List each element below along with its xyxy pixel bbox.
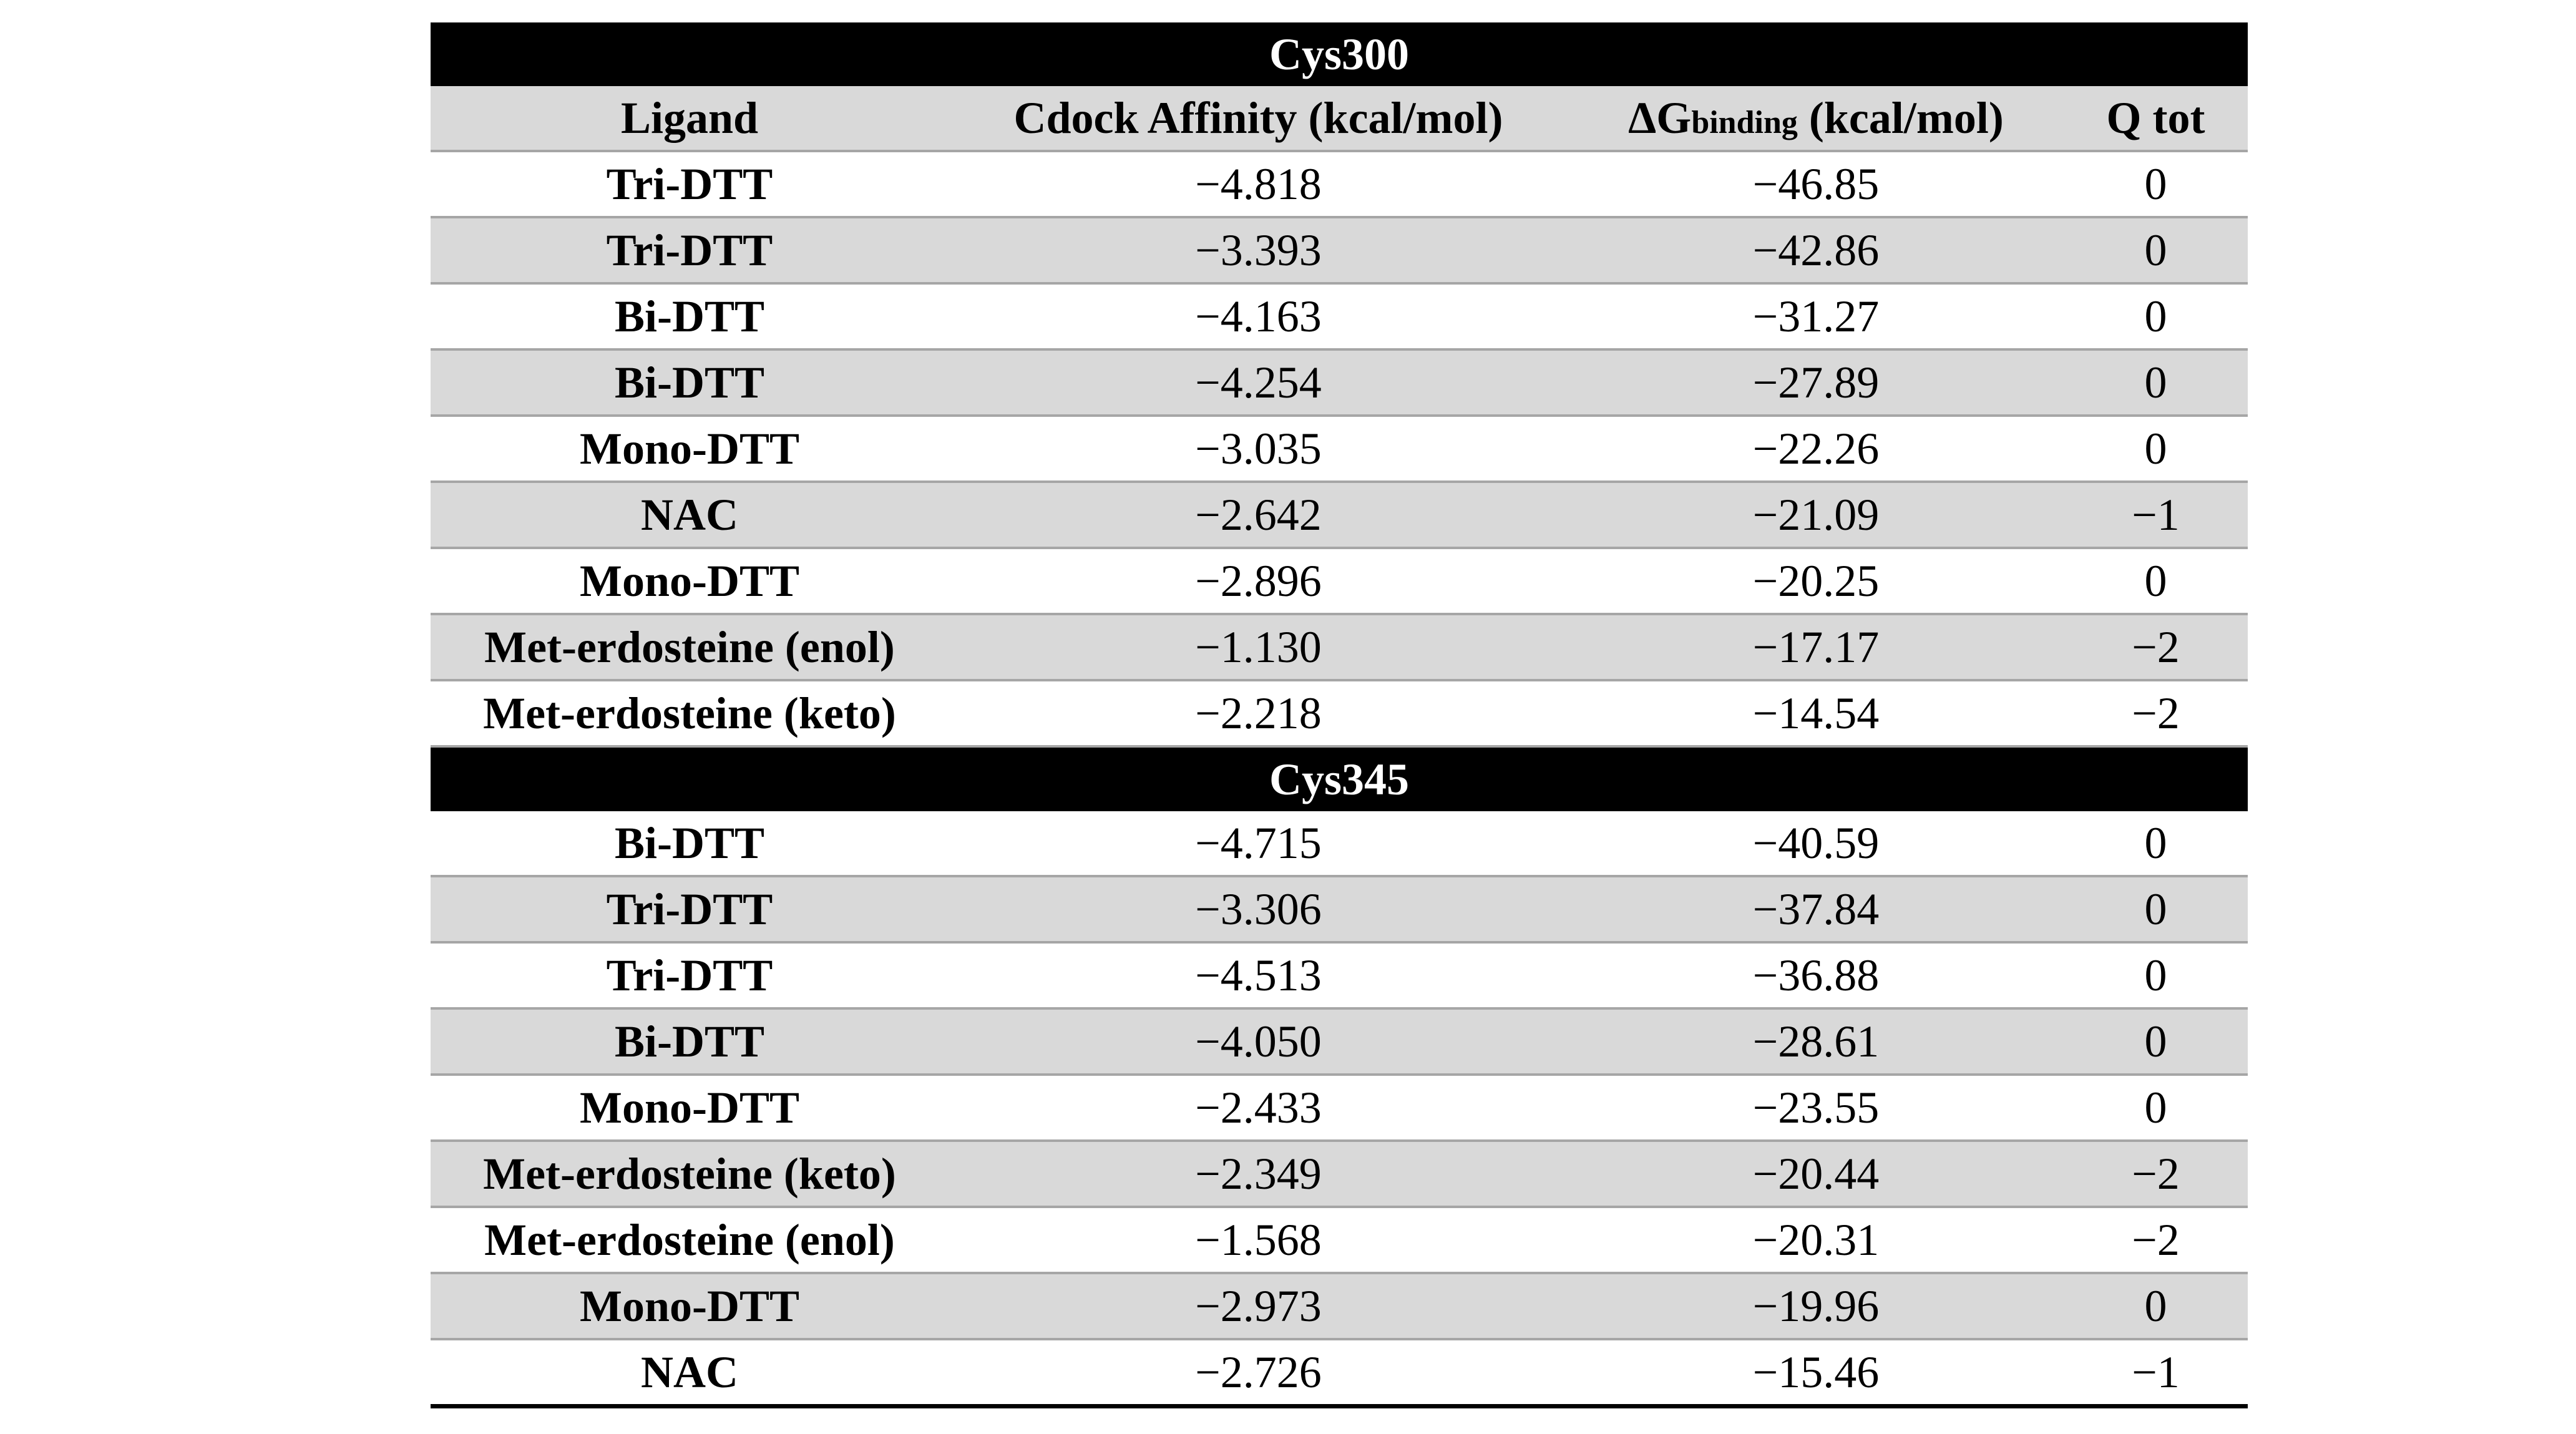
qtot-cell: 0 — [2064, 1075, 2248, 1141]
qtot-cell: 0 — [2064, 811, 2248, 876]
table-row — [431, 151, 2248, 217]
dg-binding-cell: −19.96 — [1568, 1273, 2064, 1339]
cdock-cell: −2.218 — [949, 680, 1568, 746]
dg-unit: (kcal/mol) — [1797, 93, 2004, 143]
qtot-cell: 0 — [2064, 151, 2248, 217]
table-row — [431, 942, 2248, 1008]
qtot-cell: 0 — [2064, 548, 2248, 614]
qtot-cell: −1 — [2064, 482, 2248, 548]
qtot-cell: 0 — [2064, 217, 2248, 283]
table-row — [431, 1141, 2248, 1207]
qtot-cell: 0 — [2064, 876, 2248, 942]
ligand-cell: Bi-DTT — [431, 811, 949, 876]
ligand-cell: Tri-DTT — [431, 217, 949, 283]
dg-binding-cell: −20.25 — [1568, 548, 2064, 614]
dg-binding-cell: −17.17 — [1568, 614, 2064, 680]
table-body — [431, 22, 2248, 1407]
dg-binding-cell: −22.26 — [1568, 416, 2064, 482]
qtot-cell: 0 — [2064, 1008, 2248, 1075]
cdock-cell: −3.393 — [949, 217, 1568, 283]
cdock-cell: −2.642 — [949, 482, 1568, 548]
ligand-cell: Mono-DTT — [431, 1273, 949, 1339]
table-row — [431, 680, 2248, 746]
cdock-cell: −2.349 — [949, 1141, 1568, 1207]
table-row — [431, 217, 2248, 283]
ligand-cell: NAC — [431, 482, 949, 548]
cdock-cell: −4.163 — [949, 283, 1568, 349]
section-header-row — [431, 746, 2248, 811]
table-row — [431, 876, 2248, 942]
dg-binding-cell: −36.88 — [1568, 942, 2064, 1008]
col-header-cdock: Cdock Affinity (kcal/mol) — [949, 86, 1568, 151]
table-row — [431, 811, 2248, 876]
qtot-cell: −2 — [2064, 614, 2248, 680]
section-title: Cys345 — [431, 746, 2248, 811]
cdock-cell: −2.726 — [949, 1339, 1568, 1407]
qtot-cell: 0 — [2064, 349, 2248, 416]
table-row — [431, 1273, 2248, 1339]
cdock-cell: −3.035 — [949, 416, 1568, 482]
table-row — [431, 416, 2248, 482]
dg-binding-cell: −15.46 — [1568, 1339, 2064, 1407]
dg-binding-cell: −40.59 — [1568, 811, 2064, 876]
table-row — [431, 548, 2248, 614]
ligand-cell: Tri-DTT — [431, 151, 949, 217]
ligand-cell: Met-erdosteine (keto) — [431, 680, 949, 746]
qtot-cell: −2 — [2064, 1141, 2248, 1207]
dg-binding-cell: −14.54 — [1568, 680, 2064, 746]
cdock-cell: −4.715 — [949, 811, 1568, 876]
qtot-cell: −2 — [2064, 680, 2248, 746]
table-row — [431, 283, 2248, 349]
col-header-dg — [1568, 86, 2064, 151]
dg-binding-cell: −21.09 — [1568, 482, 2064, 548]
col-header-ligand: Ligand — [431, 86, 949, 151]
ligand-cell: NAC — [431, 1339, 949, 1407]
cdock-cell: −4.513 — [949, 942, 1568, 1008]
cdock-cell: −1.130 — [949, 614, 1568, 680]
section-header-row — [431, 22, 2248, 86]
dg-binding-cell: −28.61 — [1568, 1008, 2064, 1075]
qtot-cell: 0 — [2064, 942, 2248, 1008]
cdock-cell: −4.818 — [949, 151, 1568, 217]
ligand-cell: Bi-DTT — [431, 349, 949, 416]
cdock-cell: −4.050 — [949, 1008, 1568, 1075]
qtot-cell: −2 — [2064, 1207, 2248, 1273]
qtot-cell: 0 — [2064, 1273, 2248, 1339]
ligand-cell: Bi-DTT — [431, 283, 949, 349]
dg-binding-cell: −37.84 — [1568, 876, 2064, 942]
dg-binding-cell: −20.44 — [1568, 1141, 2064, 1207]
dg-binding-cell: −46.85 — [1568, 151, 2064, 217]
ligand-cell: Mono-DTT — [431, 416, 949, 482]
qtot-cell: 0 — [2064, 416, 2248, 482]
ligand-cell: Tri-DTT — [431, 942, 949, 1008]
dg-binding-cell: −27.89 — [1568, 349, 2064, 416]
table-row — [431, 349, 2248, 416]
ligand-cell: Tri-DTT — [431, 876, 949, 942]
section-title: Cys300 — [431, 22, 2248, 86]
ligand-cell: Met-erdosteine (enol) — [431, 614, 949, 680]
qtot-cell: −1 — [2064, 1339, 2248, 1407]
dg-subscript: binding — [1691, 105, 1798, 140]
dg-binding-cell: −31.27 — [1568, 283, 2064, 349]
cdock-cell: −2.973 — [949, 1273, 1568, 1339]
table-row — [431, 482, 2248, 548]
ligand-cell: Mono-DTT — [431, 1075, 949, 1141]
table-row — [431, 1075, 2248, 1141]
table-row — [431, 614, 2248, 680]
table-row — [431, 1339, 2248, 1407]
col-header-qtot: Q tot — [2064, 86, 2248, 151]
column-header-row — [431, 86, 2248, 151]
qtot-cell: 0 — [2064, 283, 2248, 349]
dg-binding-cell: −42.86 — [1568, 217, 2064, 283]
binding-energy-table — [431, 22, 2248, 1408]
cdock-cell: −2.896 — [949, 548, 1568, 614]
cdock-cell: −1.568 — [949, 1207, 1568, 1273]
dg-binding-cell: −23.55 — [1568, 1075, 2064, 1141]
ligand-cell: Met-erdosteine (enol) — [431, 1207, 949, 1273]
dg-symbol: ΔG — [1628, 93, 1692, 143]
cdock-cell: −4.254 — [949, 349, 1568, 416]
table-row — [431, 1207, 2248, 1273]
cdock-cell: −3.306 — [949, 876, 1568, 942]
ligand-cell: Met-erdosteine (keto) — [431, 1141, 949, 1207]
cdock-cell: −2.433 — [949, 1075, 1568, 1141]
dg-binding-cell: −20.31 — [1568, 1207, 2064, 1273]
ligand-cell: Mono-DTT — [431, 548, 949, 614]
table-row — [431, 1008, 2248, 1075]
ligand-cell: Bi-DTT — [431, 1008, 949, 1075]
